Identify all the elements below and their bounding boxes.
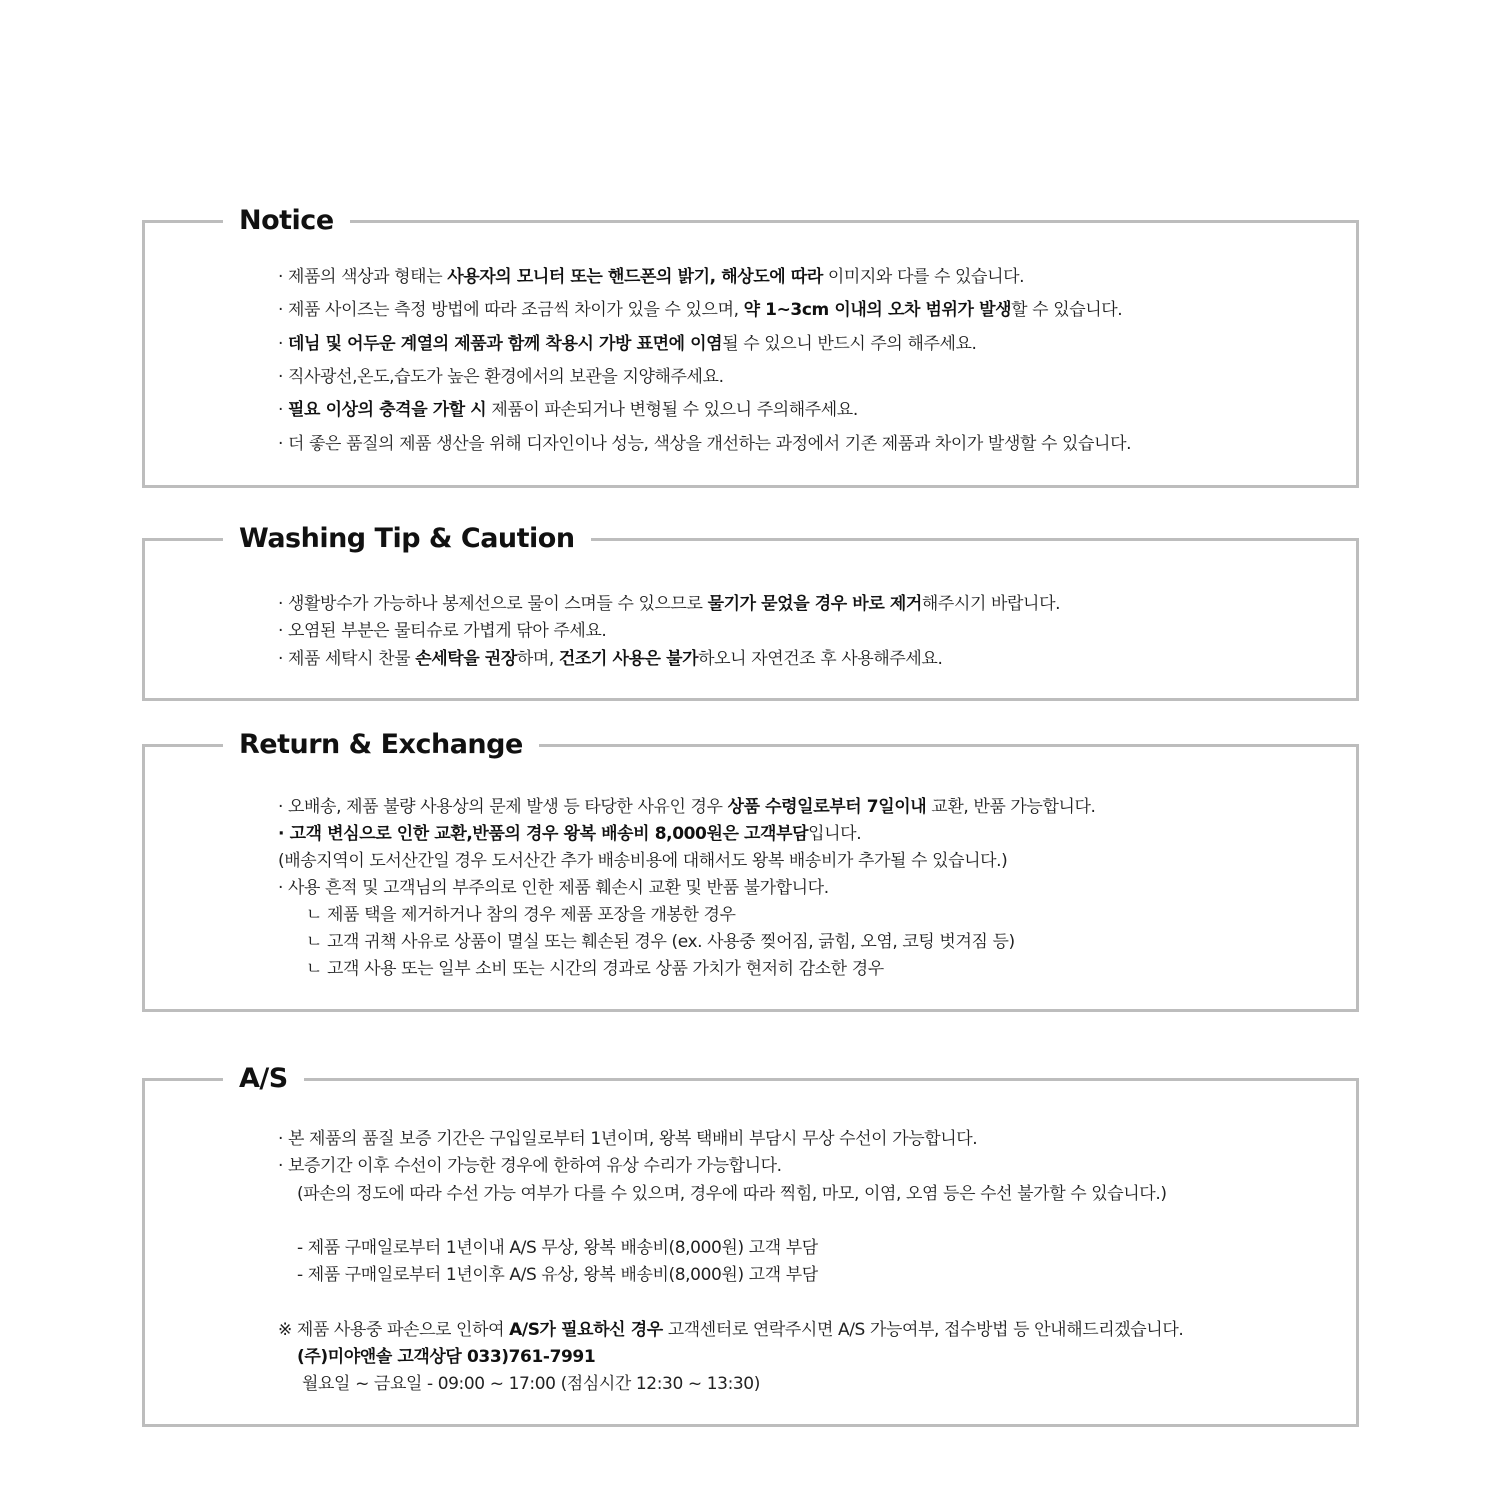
as-line-2: · 보증기간 이후 수선이 가능한 경우에 한하여 유상 수리가 가능합니다. [278, 1156, 782, 1176]
return-subline-3: ㄴ 고객 사용 또는 일부 소비 또는 시간의 경과로 상품 가치가 현저히 감소한 경우 [306, 959, 884, 979]
as-free-repair-line: - 제품 구매일로부터 1년이내 A/S 무상, 왕복 배송비(8,000원) 고객 부담 [297, 1238, 818, 1258]
notice-section [142, 205, 1359, 488]
return-line-2: · 고객 변심으로 인한 교환,반품의 경우 왕복 배송비 8,000원은 고객부담입니다. [278, 824, 862, 844]
return-title: Return & Exchange [223, 720, 539, 770]
as-paid-repair-line: - 제품 구매일로부터 1년이후 A/S 유상, 왕복 배송비(8,000원) 고객 부담 [297, 1265, 818, 1285]
as-line-1: · 본 제품의 품질 보증 기간은 구입일로부터 1년이며, 왕복 택배비 부담시 무상 수선이 가능합니다. [278, 1129, 978, 1149]
washing-line-1: · 생활방수가 가능하나 봉제선으로 물이 스며들 수 있으므로 물기가 묻었을 경우 바로 제거해주시기 바랍니다. [278, 594, 1061, 614]
notice-title: Notice [223, 196, 350, 246]
return-subline-1: ㄴ 제품 택을 제거하거나 참의 경우 제품 포장을 개봉한 경우 [306, 905, 736, 925]
notice-line-4: · 직사광선,온도,습도가 높은 환경에서의 보관을 지양해주세요. [278, 367, 724, 387]
notice-line-5: · 필요 이상의 충격을 가할 시 제품이 파손되거나 변형될 수 있으니 주의해주세요. [278, 400, 858, 420]
notice-line-1: · 제품의 색상과 형태는 사용자의 모니터 또는 핸드폰의 밝기, 해상도에 따라 이미지와 다를 수 있습니다. [278, 267, 1025, 287]
notice-line-3: · 데님 및 어두운 계열의 제품과 함께 착용시 가방 표면에 이염될 수 있으니 반드시 주의 해주세요. [278, 334, 977, 354]
washing-line-3: · 제품 세탁시 찬물 손세탁을 권장하며, 건조기 사용은 불가하오니 자연건조 후 사용해주세요. [278, 649, 943, 669]
notice-line-6: · 더 좋은 품질의 제품 생산을 위해 디자인이나 성능, 색상을 개선하는 과정에서 기존 제품과 차이가 발생할 수 있습니다. [278, 434, 1132, 454]
washing-title: Washing Tip & Caution [223, 514, 591, 564]
return-line-3: (배송지역이 도서산간일 경우 도서산간 추가 배송비용에 대해서도 왕복 배송비가 추가될 수 있습니다.) [278, 851, 1008, 871]
notice-line-2: · 제품 사이즈는 측정 방법에 따라 조금씩 차이가 있을 수 있으며, 약 1~3cm 이내의 오차 범위가 발생할 수 있습니다. [278, 300, 1123, 320]
as-customer-center: (주)미야앤솔 고객상담 033)761-7991 [297, 1347, 596, 1367]
return-line-1: · 오배송, 제품 불량 사용상의 문제 발생 등 타당한 사유인 경우 상품 수령일로부터 7일이내 교환, 반품 가능합니다. [278, 797, 1096, 817]
as-hours: 월요일 ~ 금요일 - 09:00 ~ 17:00 (점심시간 12:30 ~ 13:30) [302, 1374, 760, 1394]
return-line-4: · 사용 흔적 및 고객님의 부주의로 인한 제품 훼손시 교환 및 반품 불가합니다. [278, 878, 829, 898]
as-section [142, 1063, 1359, 1427]
as-contact-note: ※ 제품 사용중 파손으로 인하여 A/S가 필요하신 경우 고객센터로 연락주시면 A/S 가능여부, 접수방법 등 안내해드리겠습니다. [278, 1320, 1184, 1340]
washing-section [142, 523, 1359, 701]
washing-line-2: · 오염된 부분은 물티슈로 가볍게 닦아 주세요. [278, 621, 607, 641]
as-line-3: (파손의 정도에 따라 수선 가능 여부가 다를 수 있으며, 경우에 따라 찍힘, 마모, 이염, 오염 등은 수선 불가할 수 있습니다.) [297, 1184, 1167, 1204]
return-subline-2: ㄴ 고객 귀책 사유로 상품이 멸실 또는 훼손된 경우 (ex. 사용중 찢어짐, 긁힘, 오염, 코팅 벗겨짐 등) [306, 932, 1015, 952]
as-title: A/S [223, 1054, 304, 1104]
return-section [142, 729, 1359, 1012]
